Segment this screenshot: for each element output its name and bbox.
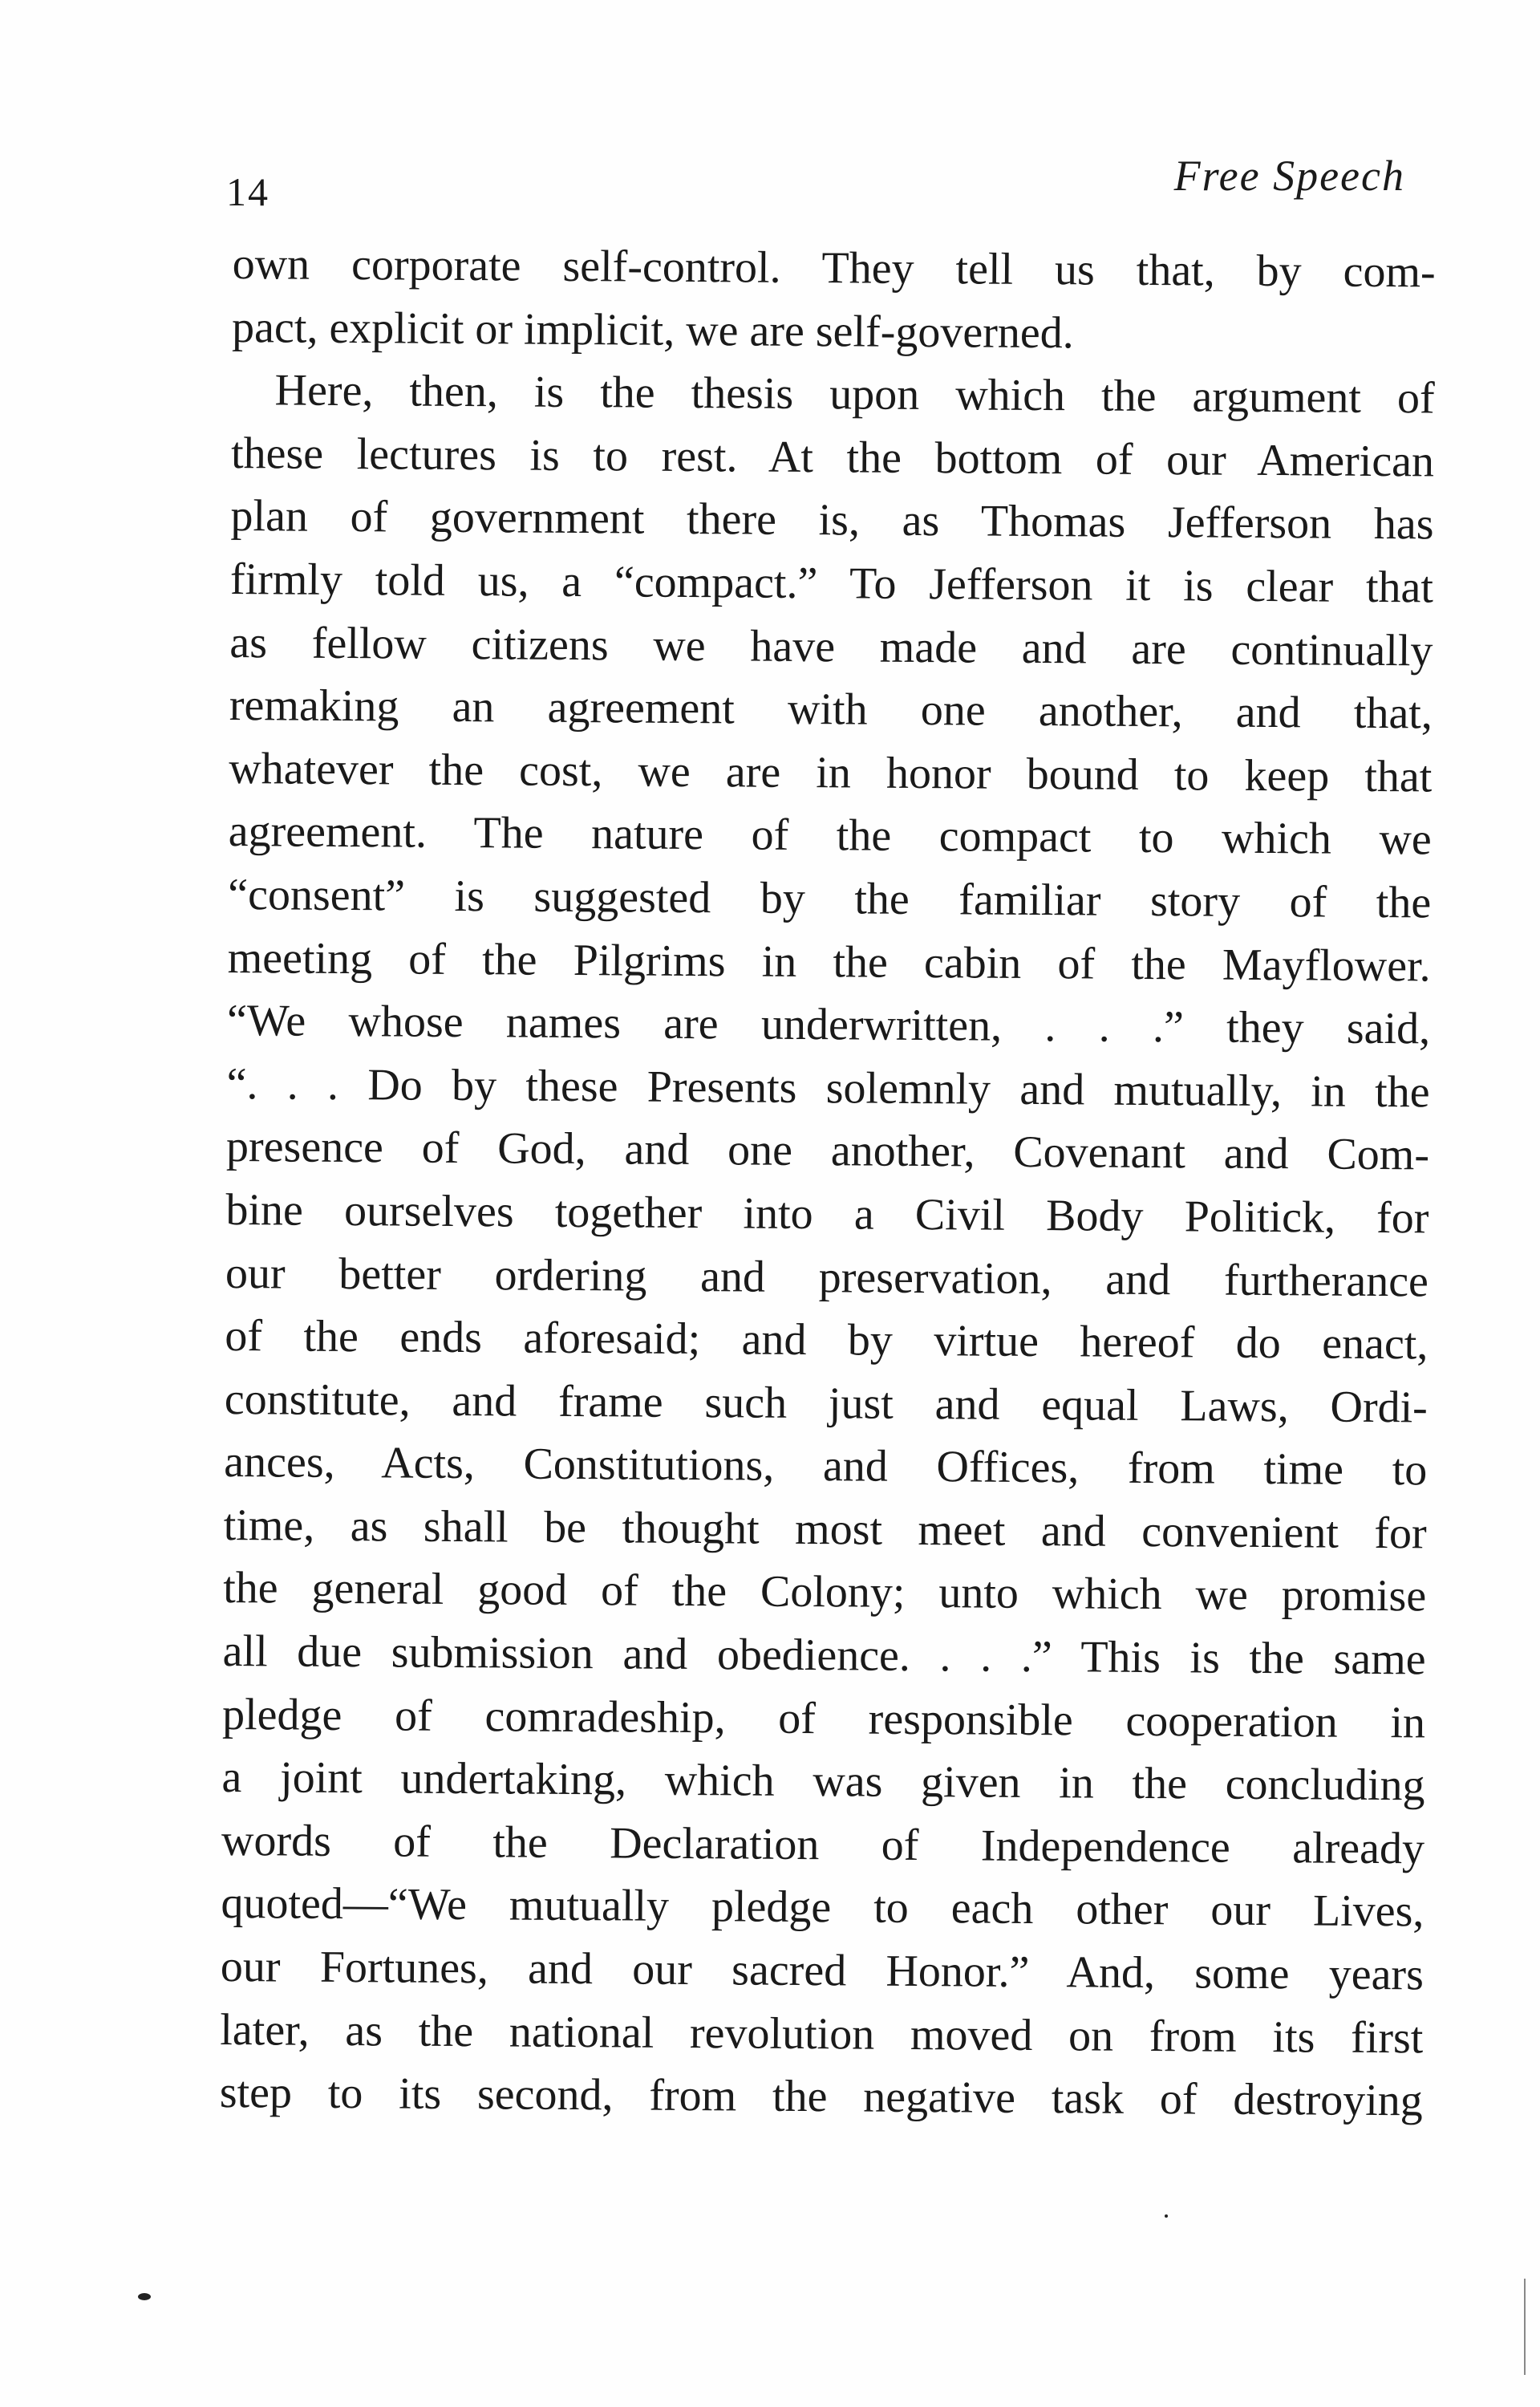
ink-speck [138, 2293, 151, 2300]
ink-speck [1165, 2214, 1168, 2218]
text-line: these lectures is to rest. At the bottom of our American [230, 428, 1435, 487]
text-line: whatever the cost, we are in honor bound to keep that [229, 743, 1433, 802]
text-line: “We whose names are underwritten, . . .” they said, [226, 996, 1431, 1054]
text-line: firmly told us, a “compact.” To Jefferson it is clear that [229, 554, 1434, 613]
text-line: our better ordering and preservation, and furtherance [225, 1248, 1429, 1306]
text-line: quoted—“We mutually pledge to each other our Lives, [221, 1878, 1424, 1937]
page-number: 14 [226, 169, 270, 214]
text-line: words of the Declaration of Independence already [221, 1815, 1425, 1874]
text-line: meeting of the Pilgrims in the cabin of the Mayflower. [227, 932, 1431, 991]
text-line: remaking an agreement with one another, and that, [229, 680, 1433, 739]
text-line: own corporate self-control. They tell us that, by com- [232, 238, 1436, 298]
text-line: agreement. The nature of the compact to which we [228, 806, 1432, 865]
scan-edge-mark [1524, 2279, 1526, 2375]
text-line: plan of government there is, as Thomas Jefferson has [230, 491, 1434, 550]
text-line: a joint undertaking, which was given in the concluding [221, 1752, 1425, 1811]
text-line: “. . . Do by these Presents solemnly and mutually, in the [226, 1058, 1430, 1118]
text-line: our Fortunes, and our sacred Honor.” And, some years [220, 1941, 1424, 2000]
text-line: “consent” is suggested by the familiar story of the [228, 869, 1432, 928]
page-header [226, 151, 1405, 215]
text-line: ances, Acts, Constitutions, and Offices, from time to [224, 1437, 1428, 1496]
text-line: all due submission and obedience. . . .” This is the same [222, 1626, 1426, 1685]
text-line: the general good of the Colony; unto which we promise [222, 1563, 1427, 1622]
text-line: pledge of comradeship, of responsible cooperation in [221, 1689, 1426, 1748]
text-line: step to its second, from the negative task of destroying [219, 2068, 1423, 2126]
text-line: pact, explicit or implicit, we are self-governed. [231, 302, 1074, 358]
text-line: Here, then, is the thesis upon which the argument of [274, 365, 1435, 424]
running-head: Free Speech [1173, 152, 1405, 200]
text-line: later, as the national revolution moved on from its first [220, 2004, 1424, 2064]
body-text [220, 233, 1436, 2133]
text-line: time, as shall be thought most meet and convenient for [223, 1500, 1427, 1559]
text-line: bine ourselves together into a Civil Body Politick, for [225, 1184, 1429, 1244]
text-line: of the ends aforesaid; and by virtue hereof do enact, [225, 1311, 1429, 1370]
text-line: as fellow citizens we have made and are continually [229, 617, 1433, 676]
text-line: constitute, and frame such just and equal Laws, Ordi- [224, 1374, 1429, 1433]
text-line: presence of God, and one another, Covenant and Com- [225, 1122, 1430, 1180]
